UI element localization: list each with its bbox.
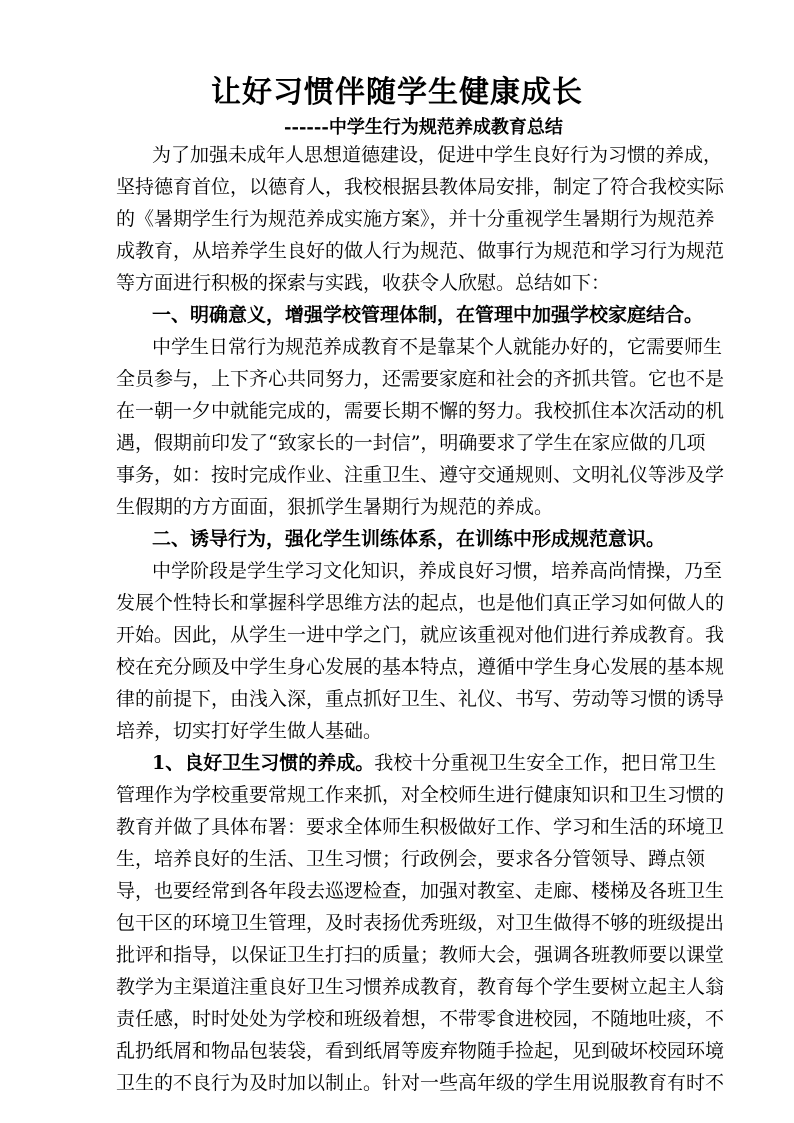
paragraph-line: 事务，如：按时完成作业、注重卫生、遵守交通规则、文明礼仪等涉及学 [116, 464, 725, 486]
paragraph-line: 生假期的方方面面，狠抓学生暑期行为规范的养成。 [116, 496, 554, 518]
document-subtitle: ------中学生行为规范养成教育总结 [284, 117, 563, 138]
subsection-heading-1: 1、良好卫生习惯的养成。 [152, 752, 375, 774]
paragraph-line: 教育并做了具体布署：要求全体师生积极做好工作、学习和生活的环境卫 [116, 816, 725, 838]
paragraph-line: 等方面进行积极的探索与实践，收获令人欣慰。总结如下： [116, 272, 611, 294]
subsection-text: 我校十分重视卫生安全工作，把日常卫生 [374, 752, 717, 774]
paragraph-line: 发展个性特长和掌握科学思维方法的起点，也是他们真正学习如何做人的 [116, 592, 725, 614]
paragraph-line: 全员参与，上下齐心共同努力，还需要家庭和社会的齐抓共管。它也不是 [116, 368, 725, 390]
document-title: 让好习惯伴随学生健康成长 [211, 75, 583, 110]
paragraph-line: 在一朝一夕中就能完成的，需要长期不懈的努力。我校抓住本次活动的机 [116, 400, 725, 422]
paragraph-line: 遇，假期前印发了“致家长的一封信”，明确要求了学生在家应做的几项 [116, 432, 706, 454]
paragraph-line: 为了加强未成年人思想道德建设，促进中学生良好行为习惯的养成， [152, 144, 723, 166]
paragraph-line: 责任感，时时处处为学校和班级着想，不带零食进校园，不随地吐痰，不 [116, 1008, 725, 1030]
section-heading-1: 一、明确意义，增强学校管理体制，在管理中加强学校家庭结合。 [152, 304, 704, 326]
paragraph-line: 卫生的不良行为及时加以制止。针对一些高年级的学生用说服教育有时不 [116, 1072, 725, 1094]
paragraph-line: 生，培养良好的生活、卫生习惯；行政例会，要求各分管领导、蹲点领 [116, 848, 706, 870]
paragraph-line: 管理作为学校重要常规工作来抓，对全校师生进行健康知识和卫生习惯的 [116, 784, 725, 806]
paragraph-line: 成教育，从培养学生良好的做人行为规范、做事行为规范和学习行为规范 [116, 240, 725, 262]
section-heading-2: 二、诱导行为，强化学生训练体系，在训练中形成规范意识。 [152, 528, 666, 550]
paragraph-line: 中学生日常行为规范养成教育不是靠某个人就能办好的，它需要师生 [152, 336, 723, 358]
paragraph-line: 教学为主渠道注重良好卫生习惯养成教育，教育每个学生要树立起主人翁 [116, 976, 725, 998]
paragraph-line: 培养，切实打好学生做人基础。 [116, 720, 383, 742]
paragraph-line: 校在充分顾及中学生身心发展的基本特点，遵循中学生身心发展的基本规 [116, 656, 725, 678]
paragraph-line: 批评和指导，以保证卫生打扫的质量；教师大会，强调各班教师要以课堂 [116, 944, 725, 966]
paragraph-line: 中学阶段是学生学习文化知识，养成良好习惯，培养高尚情操，乃至 [152, 560, 723, 582]
subsection-line [152, 751, 716, 775]
paragraph-line: 开始。因此，从学生一进中学之门，就应该重视对他们进行养成教育。我 [116, 624, 725, 646]
paragraph-line: 坚持德育首位，以德育人，我校根据县教体局安排，制定了符合我校实际 [116, 176, 725, 198]
paragraph-line: 的《暑期学生行为规范养成实施方案》，并十分重视学生暑期行为规范养 [116, 208, 715, 230]
paragraph-line: 乱扔纸屑和物品包装袋，看到纸屑等废弃物随手捡起，见到破坏校园环境 [116, 1040, 725, 1062]
paragraph-line: 包干区的环境卫生管理，及时表扬优秀班级，对卫生做得不够的班级提出 [116, 912, 725, 934]
paragraph-line: 导，也要经常到各年段去巡逻检查，加强对教室、走廊、楼梯及各班卫生 [116, 880, 725, 902]
paragraph-line: 律的前提下，由浅入深，重点抓好卫生、礼仪、书写、劳动等习惯的诱导 [116, 688, 725, 710]
